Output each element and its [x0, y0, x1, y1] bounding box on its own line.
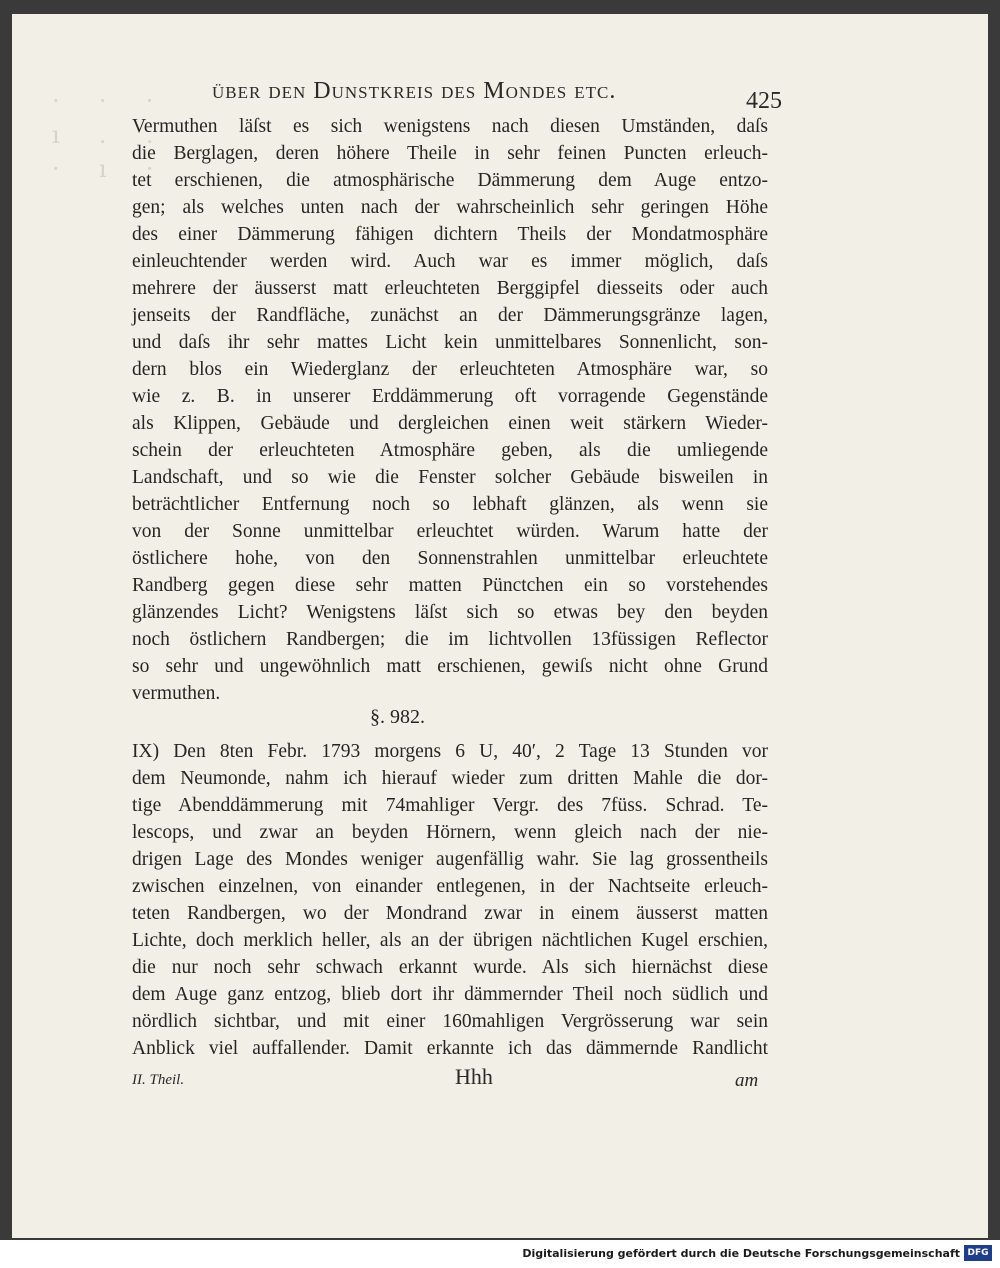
text-line: so sehr und ungewöhnlich matt erschienen, gewiſs nicht ohne Grund: [132, 656, 768, 677]
text-line: zwischen einzelnen, von einander entlegenen, in der Nachtseite erleuch-: [132, 876, 768, 897]
text-line: dem Auge ganz entzog, blieb dort ihr dämmernder Theil noch südlich und: [132, 984, 768, 1005]
text-line: Lichte, doch merklich heller, als an der übrigen nächtlichen Kugel erschien,: [132, 930, 768, 951]
text-line: Anblick viel auffallender. Damit erkannte ich das dämmernde Randlicht: [132, 1038, 768, 1059]
text-line: die nur noch sehr schwach erkannt wurde. Als sich hiernächst diese: [132, 957, 768, 978]
text-line: gen; als welches unten nach der wahrscheinlich sehr geringen Höhe: [132, 197, 768, 218]
text-line: IX) Den 8ten Febr. 1793 morgens 6 U, 40′, 2 Tage 13 Stunden vor: [132, 741, 768, 762]
text-line: jenseits der Randfläche, zunächst an der Dämmerungsgränze lagen,: [132, 305, 768, 326]
text-line: mehrere der äusserst matt erleuchteten Berggipfel diesseits oder auch: [132, 278, 768, 299]
text-line: teten Randbergen, wo der Mondrand zwar in einem äusserst matten: [132, 903, 768, 924]
text-line: östlichere hohe, von den Sonnenstrahlen unmittelbar erleuchtete: [132, 548, 768, 569]
text-line: tet erschienen, die atmosphärische Dämmerung dem Auge entzo-: [132, 170, 768, 191]
text-line: lescops, und zwar an beyden Hörnern, wenn gleich nach der nie-: [132, 822, 768, 843]
catchword: am: [735, 1070, 759, 1091]
text-line: vermuthen.: [132, 683, 221, 704]
text-line: als Klippen, Gebäude und dergleichen einen weit stärkern Wieder-: [132, 413, 768, 434]
section-heading: §. 982.: [370, 706, 425, 728]
signature-mark: Hhh: [455, 1064, 493, 1089]
text-line: von der Sonne unmittelbar erleuchtet würden. Warum hatte der: [132, 521, 768, 542]
text-line: einleuchtender werden wird. Auch war es immer möglich, daſs: [132, 251, 768, 272]
text-line: nördlich sichtbar, und mit einer 160mahligen Vergrösserung war sein: [132, 1011, 768, 1032]
text-line: des einer Dämmerung fähigen dichtern Theils der Mondatmosphäre: [132, 224, 768, 245]
text-line: Vermuthen läſst es sich wenigstens nach diesen Umständen, daſs: [132, 116, 768, 137]
text-line: die Berglagen, deren höhere Theile in sehr feinen Puncten erleuch-: [132, 143, 768, 164]
text-line: dem Neumonde, nahm ich hierauf wieder zum dritten Mahle die dor-: [132, 768, 768, 789]
text-line: Randberg gegen diese sehr matten Pünctchen ein so vorstehendes: [132, 575, 768, 596]
text-line: beträchtlicher Entfernung noch so lebhaft glänzen, als wenn sie: [132, 494, 768, 515]
page-number: 425: [746, 88, 782, 114]
credit-bar: [0, 1240, 1000, 1268]
text-line: drigen Lage des Mondes weniger augenfällig wahr. Sie lag grossentheils: [132, 849, 768, 870]
text-line: tige Abenddämmerung mit 74mahliger Vergr. des 7füss. Schrad. Te-: [132, 795, 768, 816]
funding-credit: Digitalisierung gefördert durch die Deutsche Forschungsgemeinschaft: [522, 1247, 960, 1260]
text-line: Landschaft, und so wie die Fenster solcher Gebäude bisweilen in: [132, 467, 768, 488]
text-line: schein der erleuchteten Atmosphäre geben, als die umliegende: [132, 440, 768, 461]
volume-mark: II. Theil.: [132, 1072, 185, 1088]
running-head: [212, 72, 782, 112]
text-line: wie z. B. in unserer Erddämmerung oft vorragende Gegenstände: [132, 386, 768, 407]
text-line: glänzendes Licht? Wenigstens läſst sich so etwas bey den beyden: [132, 602, 768, 623]
text-line: und daſs ihr sehr mattes Licht kein unmittelbares Sonnenlicht, son-: [132, 332, 768, 353]
running-title: über den Dunstkreis des Mondes etc.: [212, 78, 617, 104]
dfg-logo: DFG: [964, 1245, 992, 1261]
text-line: noch östlichern Randbergen; die im lichtvollen 13füssigen Reflector: [132, 629, 768, 650]
text-line: dern blos ein Wiederglanz der erleuchteten Atmosphäre war, so: [132, 359, 768, 380]
show-through-text: · · · ı . . · ı ·: [52, 87, 162, 183]
